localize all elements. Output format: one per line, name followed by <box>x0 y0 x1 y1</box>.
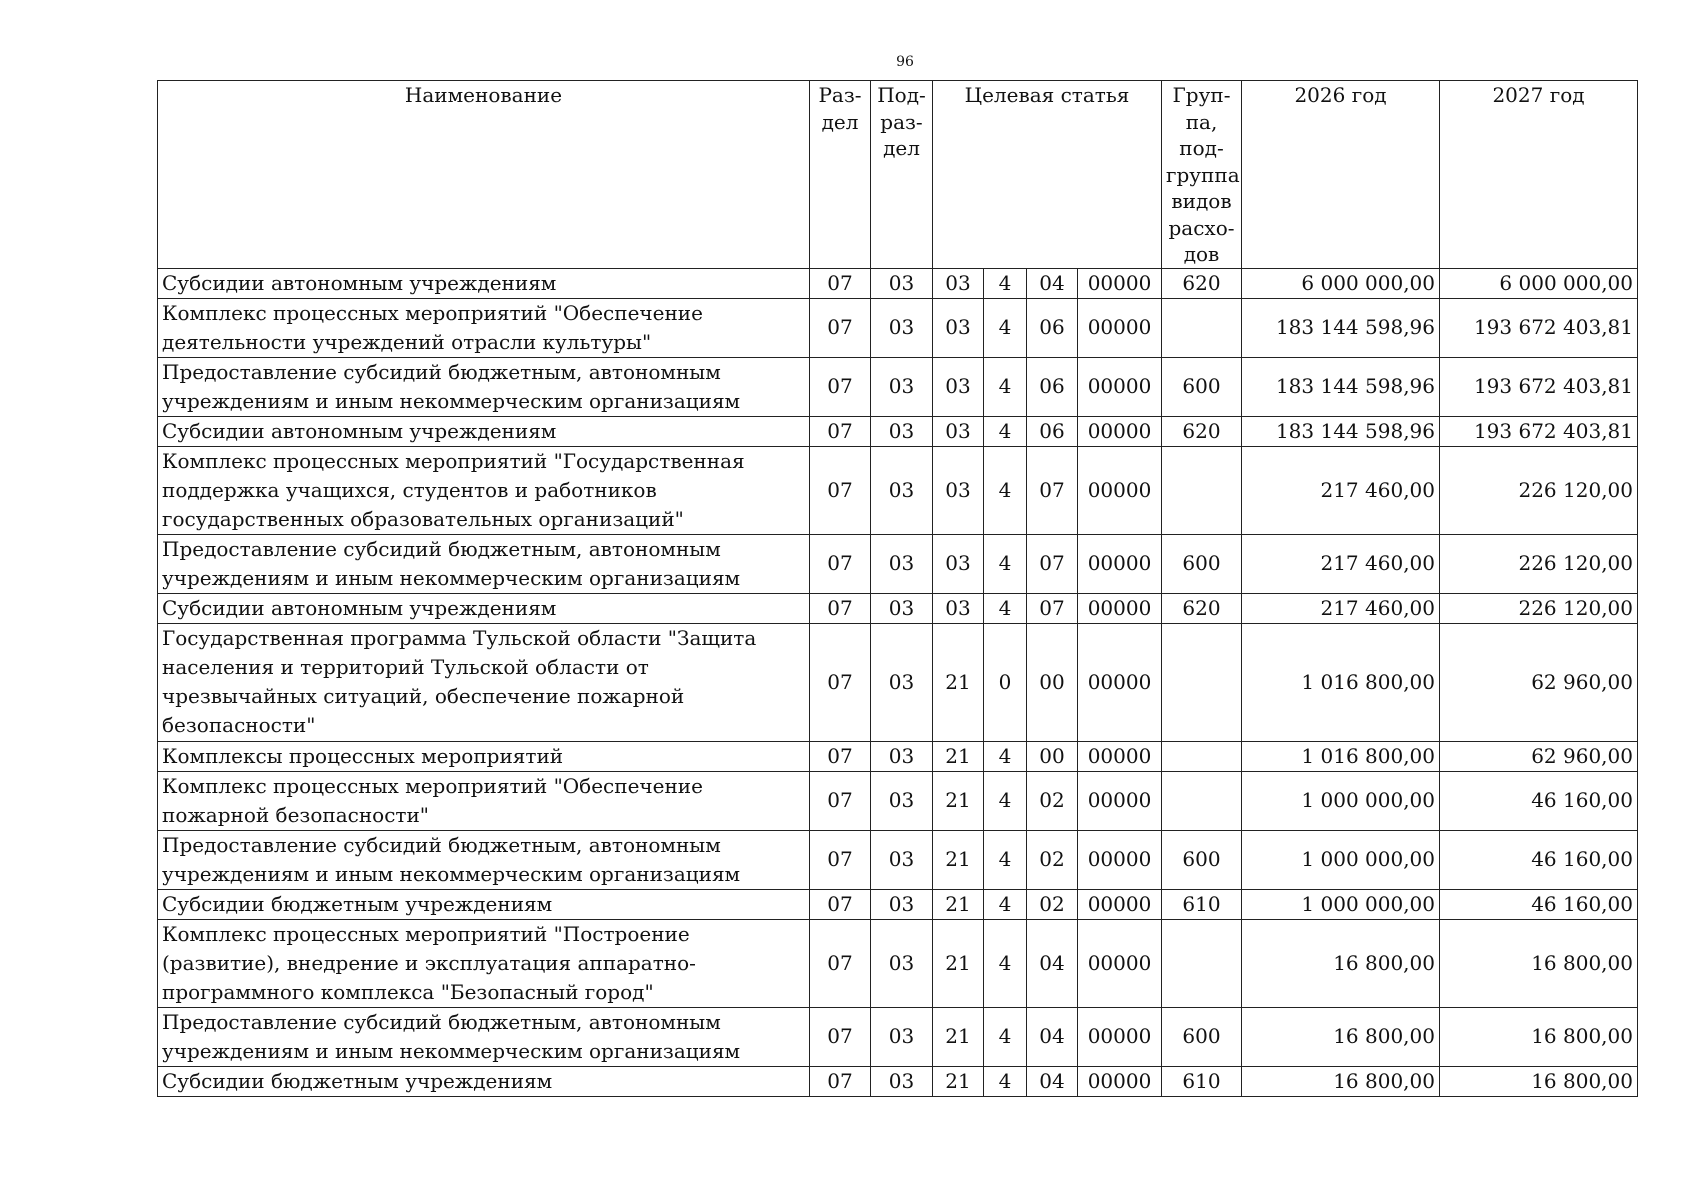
cell-razdel: 07 <box>810 593 871 623</box>
table-row <box>158 1007 1638 1066</box>
cell-razdel: 07 <box>810 446 871 534</box>
cell-razdel: 07 <box>810 1007 871 1066</box>
cell-target-subprogram: 07 <box>1027 446 1078 534</box>
cell-amount-2027: 16 800,00 <box>1440 1066 1638 1096</box>
cell-podrazdel: 03 <box>871 298 933 357</box>
cell-target-direction: 00000 <box>1078 298 1162 357</box>
cell-target-type: 4 <box>984 446 1027 534</box>
table-row <box>158 357 1638 416</box>
cell-expense-group: 600 <box>1162 830 1242 889</box>
cell-target-program: 21 <box>933 830 984 889</box>
cell-amount-2026: 183 144 598,96 <box>1242 357 1440 416</box>
cell-target-direction: 00000 <box>1078 268 1162 298</box>
cell-podrazdel: 03 <box>871 593 933 623</box>
cell-razdel: 07 <box>810 623 871 741</box>
cell-podrazdel: 03 <box>871 741 933 771</box>
cell-target-program: 03 <box>933 446 984 534</box>
cell-amount-2026: 6 000 000,00 <box>1242 268 1440 298</box>
cell-target-program: 21 <box>933 1066 984 1096</box>
cell-podrazdel: 03 <box>871 446 933 534</box>
cell-target-type: 4 <box>984 919 1027 1007</box>
cell-razdel: 07 <box>810 534 871 593</box>
cell-target-type: 4 <box>984 889 1027 919</box>
cell-target-subprogram: 00 <box>1027 623 1078 741</box>
cell-target-type: 4 <box>984 416 1027 446</box>
cell-amount-2027: 226 120,00 <box>1440 446 1638 534</box>
header-year-2027: 2027 год <box>1440 81 1638 269</box>
cell-expense-group: 620 <box>1162 416 1242 446</box>
cell-target-direction: 00000 <box>1078 593 1162 623</box>
cell-target-type: 4 <box>984 593 1027 623</box>
cell-podrazdel: 03 <box>871 919 933 1007</box>
cell-target-program: 03 <box>933 534 984 593</box>
cell-target-type: 4 <box>984 268 1027 298</box>
cell-amount-2027: 62 960,00 <box>1440 623 1638 741</box>
page-number: 96 <box>896 54 914 70</box>
cell-amount-2026: 1 016 800,00 <box>1242 741 1440 771</box>
cell-target-type: 4 <box>984 830 1027 889</box>
cell-target-type: 4 <box>984 1007 1027 1066</box>
cell-amount-2026: 217 460,00 <box>1242 446 1440 534</box>
cell-target-direction: 00000 <box>1078 771 1162 830</box>
table-row <box>158 593 1638 623</box>
cell-amount-2026: 1 000 000,00 <box>1242 771 1440 830</box>
cell-podrazdel: 03 <box>871 1066 933 1096</box>
cell-amount-2026: 183 144 598,96 <box>1242 298 1440 357</box>
cell-target-program: 03 <box>933 593 984 623</box>
cell-target-direction: 00000 <box>1078 1066 1162 1096</box>
cell-amount-2026: 1 016 800,00 <box>1242 623 1440 741</box>
cell-podrazdel: 03 <box>871 416 933 446</box>
table-row <box>158 741 1638 771</box>
cell-target-direction: 00000 <box>1078 889 1162 919</box>
cell-razdel: 07 <box>810 416 871 446</box>
cell-target-program: 21 <box>933 919 984 1007</box>
table-body <box>158 268 1638 1096</box>
table-row <box>158 623 1638 741</box>
cell-podrazdel: 03 <box>871 1007 933 1066</box>
cell-target-type: 4 <box>984 771 1027 830</box>
cell-target-direction: 00000 <box>1078 446 1162 534</box>
cell-podrazdel: 03 <box>871 357 933 416</box>
cell-target-program: 21 <box>933 771 984 830</box>
cell-amount-2027: 226 120,00 <box>1440 593 1638 623</box>
cell-name: Субсидии автономным учреждениям <box>158 268 810 298</box>
cell-podrazdel: 03 <box>871 889 933 919</box>
cell-expense-group: 610 <box>1162 1066 1242 1096</box>
cell-target-program: 03 <box>933 416 984 446</box>
cell-amount-2026: 1 000 000,00 <box>1242 889 1440 919</box>
cell-name: Комплексы процессных мероприятий <box>158 741 810 771</box>
cell-amount-2027: 6 000 000,00 <box>1440 268 1638 298</box>
cell-target-subprogram: 02 <box>1027 771 1078 830</box>
cell-target-subprogram: 04 <box>1027 1007 1078 1066</box>
header-target-article: Целевая статья <box>933 81 1162 269</box>
cell-razdel: 07 <box>810 268 871 298</box>
cell-target-subprogram: 06 <box>1027 298 1078 357</box>
table-row <box>158 830 1638 889</box>
cell-target-type: 4 <box>984 534 1027 593</box>
table-row <box>158 889 1638 919</box>
cell-expense-group <box>1162 741 1242 771</box>
table-row <box>158 268 1638 298</box>
table-row <box>158 919 1638 1007</box>
cell-target-direction: 00000 <box>1078 741 1162 771</box>
cell-target-subprogram: 02 <box>1027 889 1078 919</box>
cell-target-direction: 00000 <box>1078 416 1162 446</box>
cell-target-subprogram: 04 <box>1027 919 1078 1007</box>
table-row <box>158 771 1638 830</box>
cell-amount-2027: 193 672 403,81 <box>1440 357 1638 416</box>
table-row <box>158 446 1638 534</box>
table-header <box>158 81 1638 269</box>
cell-target-program: 21 <box>933 889 984 919</box>
cell-amount-2027: 226 120,00 <box>1440 534 1638 593</box>
cell-amount-2026: 1 000 000,00 <box>1242 830 1440 889</box>
cell-expense-group: 620 <box>1162 593 1242 623</box>
cell-target-subprogram: 04 <box>1027 1066 1078 1096</box>
cell-target-direction: 00000 <box>1078 919 1162 1007</box>
cell-expense-group: 600 <box>1162 357 1242 416</box>
cell-amount-2027: 62 960,00 <box>1440 741 1638 771</box>
cell-razdel: 07 <box>810 889 871 919</box>
cell-name: Комплекс процессных мероприятий "Построение (развитие), внедрение и эксплуатация аппаратно-программного комплекса "Безопасный город" <box>158 919 810 1007</box>
table-row <box>158 1066 1638 1096</box>
cell-target-direction: 00000 <box>1078 1007 1162 1066</box>
cell-expense-group <box>1162 446 1242 534</box>
cell-razdel: 07 <box>810 919 871 1007</box>
cell-target-type: 4 <box>984 357 1027 416</box>
cell-name: Субсидии автономным учреждениям <box>158 593 810 623</box>
cell-target-program: 03 <box>933 298 984 357</box>
cell-expense-group: 600 <box>1162 1007 1242 1066</box>
cell-razdel: 07 <box>810 357 871 416</box>
cell-amount-2026: 217 460,00 <box>1242 593 1440 623</box>
cell-podrazdel: 03 <box>871 623 933 741</box>
table-row <box>158 416 1638 446</box>
cell-podrazdel: 03 <box>871 534 933 593</box>
cell-target-program: 21 <box>933 741 984 771</box>
header-year-2026: 2026 год <box>1242 81 1440 269</box>
cell-target-direction: 00000 <box>1078 357 1162 416</box>
cell-razdel: 07 <box>810 830 871 889</box>
cell-amount-2027: 16 800,00 <box>1440 1007 1638 1066</box>
cell-amount-2026: 183 144 598,96 <box>1242 416 1440 446</box>
cell-razdel: 07 <box>810 741 871 771</box>
header-group: Груп-па, под-группа видов расхо-дов <box>1162 81 1242 269</box>
cell-amount-2027: 46 160,00 <box>1440 830 1638 889</box>
cell-amount-2027: 193 672 403,81 <box>1440 416 1638 446</box>
cell-expense-group <box>1162 919 1242 1007</box>
cell-target-direction: 00000 <box>1078 830 1162 889</box>
cell-target-subprogram: 00 <box>1027 741 1078 771</box>
cell-target-program: 03 <box>933 268 984 298</box>
cell-expense-group: 620 <box>1162 268 1242 298</box>
cell-target-subprogram: 07 <box>1027 534 1078 593</box>
header-name: Наименование <box>158 81 810 269</box>
cell-name: Субсидии бюджетным учреждениям <box>158 1066 810 1096</box>
cell-amount-2027: 46 160,00 <box>1440 889 1638 919</box>
cell-name: Государственная программа Тульской области "Защита населения и территорий Тульской области от чрезвычайных ситуаций, обеспечение пожарной безопасности" <box>158 623 810 741</box>
cell-expense-group: 610 <box>1162 889 1242 919</box>
cell-podrazdel: 03 <box>871 771 933 830</box>
cell-razdel: 07 <box>810 298 871 357</box>
cell-name: Комплекс процессных мероприятий "Государственная поддержка учащихся, студентов и работников государственных образовательных организаций" <box>158 446 810 534</box>
cell-podrazdel: 03 <box>871 268 933 298</box>
cell-target-subprogram: 02 <box>1027 830 1078 889</box>
cell-name: Комплекс процессных мероприятий "Обеспечение деятельности учреждений отрасли культуры" <box>158 298 810 357</box>
table-row <box>158 534 1638 593</box>
cell-expense-group <box>1162 771 1242 830</box>
cell-target-program: 21 <box>933 623 984 741</box>
cell-amount-2026: 16 800,00 <box>1242 919 1440 1007</box>
cell-target-type: 0 <box>984 623 1027 741</box>
cell-target-subprogram: 04 <box>1027 268 1078 298</box>
cell-target-subprogram: 06 <box>1027 357 1078 416</box>
cell-razdel: 07 <box>810 771 871 830</box>
cell-name: Комплекс процессных мероприятий "Обеспечение пожарной безопасности" <box>158 771 810 830</box>
cell-expense-group: 600 <box>1162 534 1242 593</box>
cell-amount-2027: 16 800,00 <box>1440 919 1638 1007</box>
cell-name: Предоставление субсидий бюджетным, автономным учреждениям и иным некоммерческим организациям <box>158 1007 810 1066</box>
budget-table <box>157 80 1638 1097</box>
table-row <box>158 298 1638 357</box>
cell-name: Субсидии автономным учреждениям <box>158 416 810 446</box>
cell-expense-group <box>1162 623 1242 741</box>
cell-name: Предоставление субсидий бюджетным, автономным учреждениям и иным некоммерческим организациям <box>158 357 810 416</box>
cell-podrazdel: 03 <box>871 830 933 889</box>
cell-amount-2027: 193 672 403,81 <box>1440 298 1638 357</box>
cell-target-type: 4 <box>984 298 1027 357</box>
cell-target-subprogram: 06 <box>1027 416 1078 446</box>
header-podrazdel: Под-раз-дел <box>871 81 933 269</box>
cell-amount-2027: 46 160,00 <box>1440 771 1638 830</box>
cell-target-subprogram: 07 <box>1027 593 1078 623</box>
cell-amount-2026: 16 800,00 <box>1242 1007 1440 1066</box>
cell-name: Предоставление субсидий бюджетным, автономным учреждениям и иным некоммерческим организациям <box>158 830 810 889</box>
cell-target-type: 4 <box>984 741 1027 771</box>
cell-target-direction: 00000 <box>1078 623 1162 741</box>
header-razdel: Раз-дел <box>810 81 871 269</box>
cell-razdel: 07 <box>810 1066 871 1096</box>
cell-target-program: 21 <box>933 1007 984 1066</box>
cell-amount-2026: 16 800,00 <box>1242 1066 1440 1096</box>
cell-amount-2026: 217 460,00 <box>1242 534 1440 593</box>
cell-target-type: 4 <box>984 1066 1027 1096</box>
cell-expense-group <box>1162 298 1242 357</box>
cell-target-program: 03 <box>933 357 984 416</box>
cell-name: Субсидии бюджетным учреждениям <box>158 889 810 919</box>
cell-target-direction: 00000 <box>1078 534 1162 593</box>
cell-name: Предоставление субсидий бюджетным, автономным учреждениям и иным некоммерческим организациям <box>158 534 810 593</box>
